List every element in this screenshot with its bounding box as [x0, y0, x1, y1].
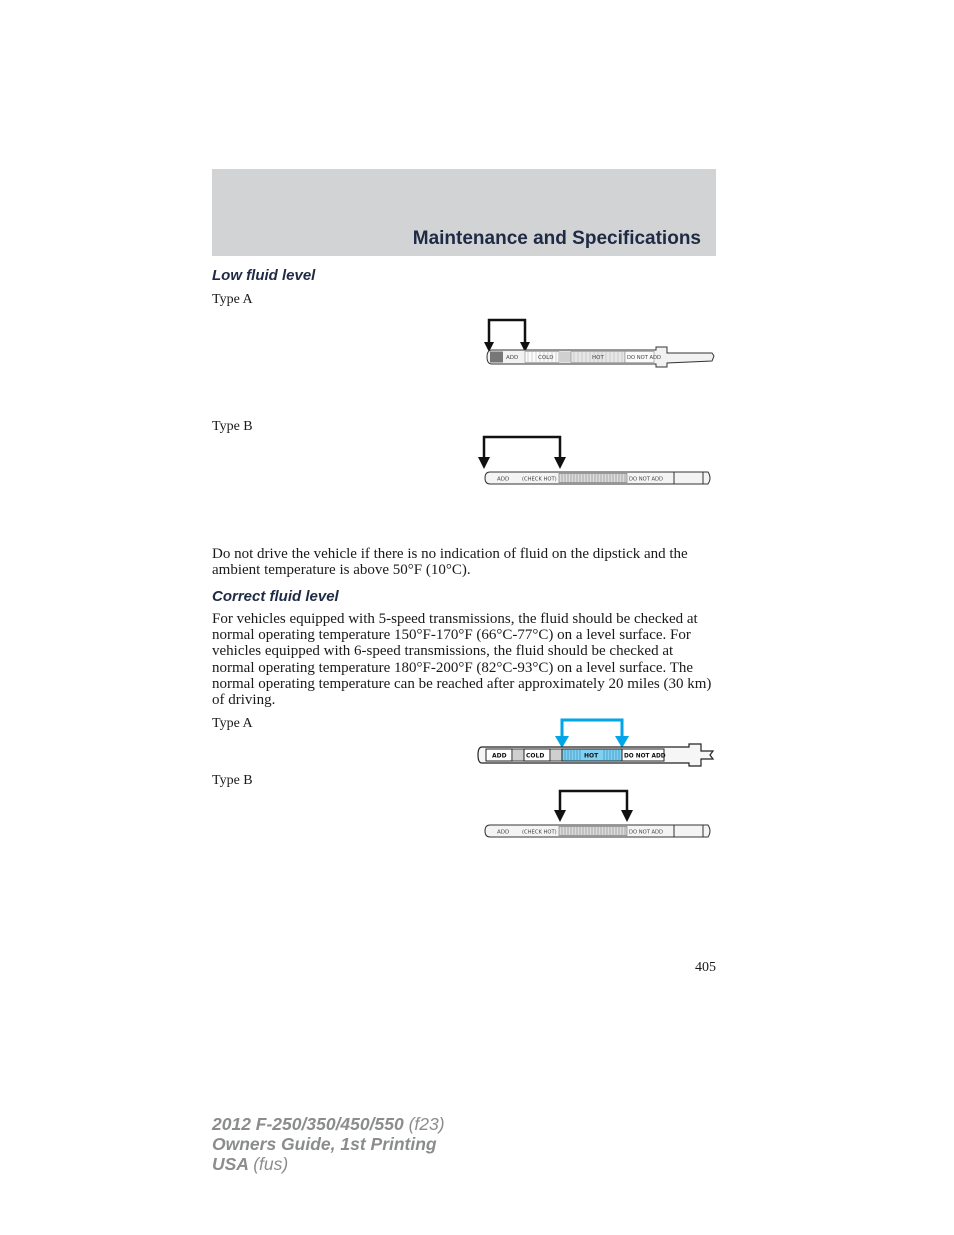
mark-do-not-add: DO NOT ADD	[627, 355, 662, 361]
dipstick-correct-type-b	[476, 786, 716, 842]
low-fluid-warning: Do not drive the vehicle if there is no indication of fluid on the dipstick and the ambient temperature is above 50°F (10°C).	[212, 546, 688, 579]
correct-fluid-instructions: For vehicles equipped with 5-speed transmissions, the fluid should be checked at normal operating temperature 150°F-170°F (66°C-77°C) on a level surface. For vehicles equipped with 6-speed transmissions, the fluid should be checked at normal operating temperature 180°F-200°F (82°C-93°C) on a level surface. The normal operating temperature can be reached after approximately 20 miles (30 km) of driving.	[212, 611, 712, 709]
document-footer	[212, 1114, 445, 1174]
heading-low-fluid-level: Low fluid level	[212, 267, 316, 284]
section-header-band	[212, 169, 716, 256]
mark-check-hot: (CHECK HOT)	[522, 476, 557, 483]
dipstick-correct-type-a	[476, 716, 716, 768]
label-low-type-a: Type A	[212, 292, 253, 307]
label-low-type-b: Type B	[212, 419, 253, 434]
footer-line-1: 2012 F-250/350/450/550 (f23)	[212, 1114, 445, 1134]
dipstick-low-type-b	[476, 433, 716, 489]
dipstick-low-type-a	[484, 316, 718, 372]
label-correct-type-b: Type B	[212, 773, 253, 788]
arrow-add-range	[484, 320, 530, 352]
mark-check-hot: (CHECK HOT)	[522, 829, 557, 836]
mark-do-not-add: DO NOT ADD	[624, 753, 666, 760]
mark-do-not-add: DO NOT ADD	[629, 829, 664, 836]
mark-hot: HOT	[584, 752, 599, 760]
mark-do-not-add: DO NOT ADD	[629, 476, 664, 483]
section-title: Maintenance and Specifications	[412, 228, 701, 249]
heading-correct-fluid-level: Correct fluid level	[212, 588, 339, 605]
footer-line-2: Owners Guide, 1st Printing	[212, 1134, 437, 1154]
arrow-hot-range	[555, 720, 629, 748]
footer-line-3: USA (fus)	[212, 1154, 289, 1174]
arrow-hot-range	[554, 791, 633, 822]
label-correct-type-a: Type A	[212, 716, 253, 731]
page-number: 405	[695, 960, 716, 975]
mark-add: ADD	[492, 752, 507, 760]
arrow-add-range	[478, 437, 566, 469]
mark-cold: COLD	[538, 355, 554, 361]
mark-add: ADD	[497, 829, 510, 836]
mark-add: ADD	[497, 476, 510, 483]
mark-add: ADD	[506, 355, 519, 361]
mark-cold: COLD	[526, 752, 545, 760]
mark-hot: HOT	[592, 355, 604, 361]
